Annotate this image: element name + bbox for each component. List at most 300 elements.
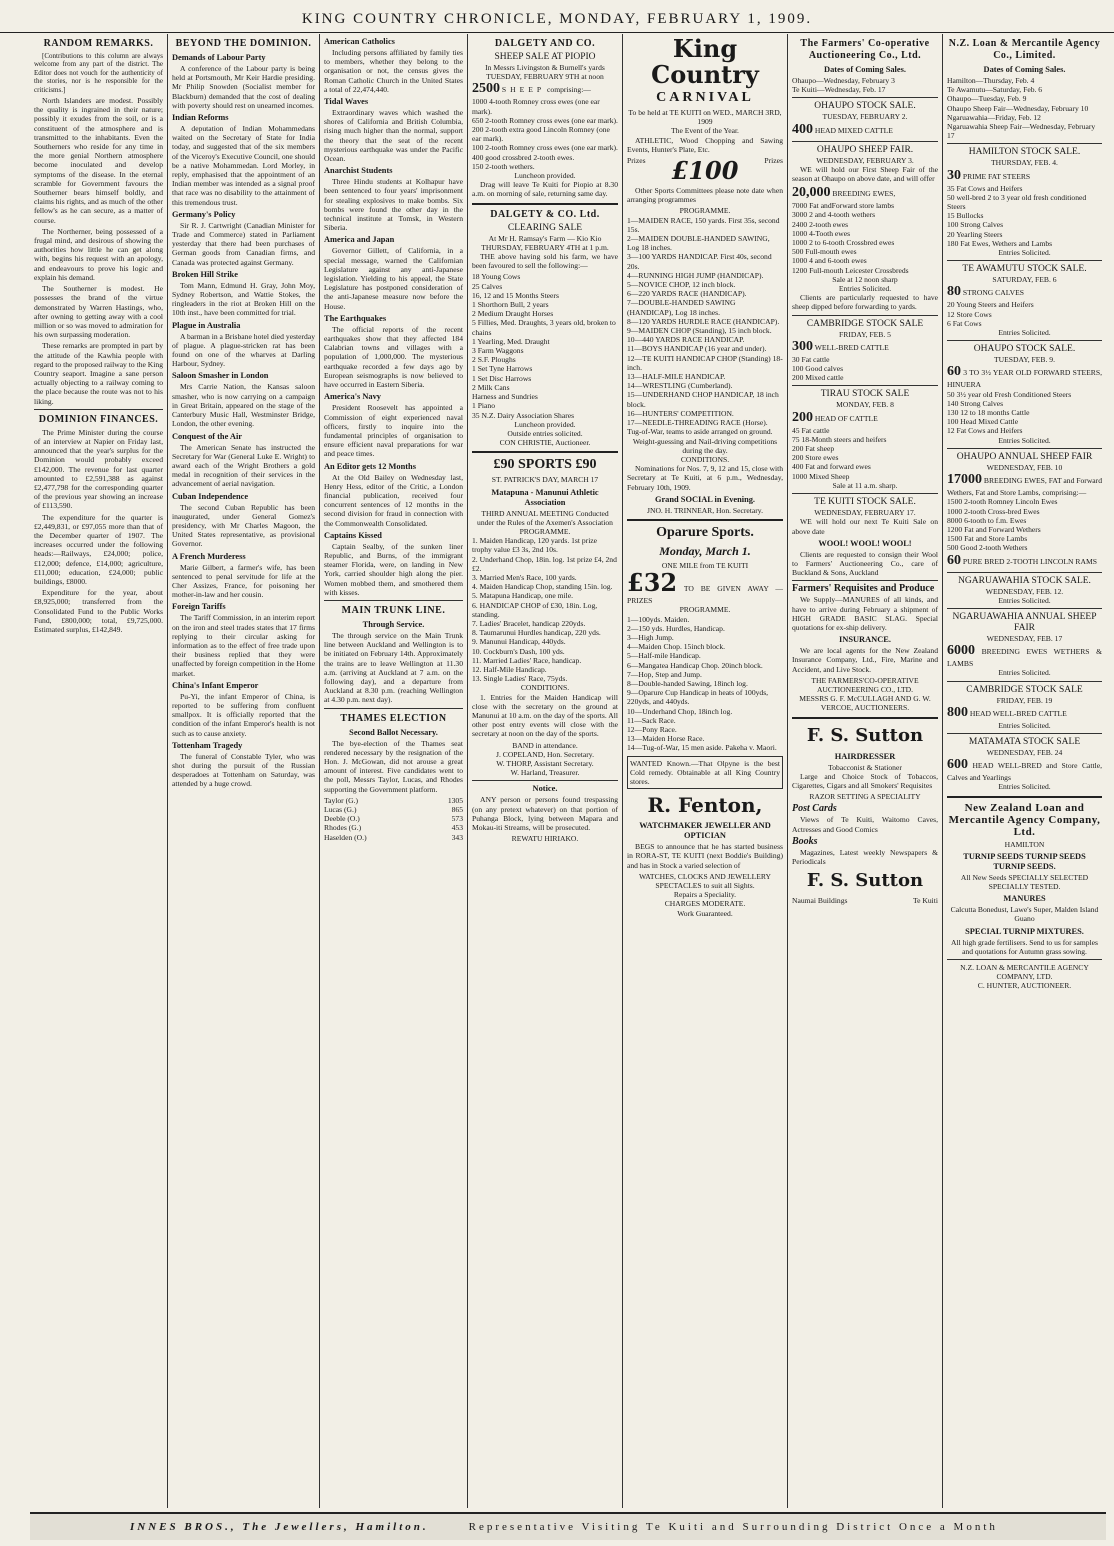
news-heading: Demands of Labour Party (172, 53, 266, 62)
masthead: KING COUNTRY CHRONICLE, MONDAY, FEBRUARY 1, 1909. (0, 6, 1114, 33)
nz-loan-title: N.Z. Loan & Mercantile Agency Co., Limited. (948, 38, 1101, 61)
sale-day: FRIDAY, FEB. 19 (996, 695, 1053, 705)
sale-text: WE will hold our next Te Kuiti Sale on above date (792, 517, 938, 536)
fenton-work: Work Guaranteed. (677, 908, 733, 918)
oparure-title: Oparure Sports. (656, 524, 754, 540)
sale-day: TUESDAY, FEBRUARY 2. (822, 112, 908, 122)
news-text: Including persons affiliated by family ties to members, whether they belong to the organisation or not, the census gives the Roman Catholic Church in the United States a total of 22,474,440. (324, 48, 463, 94)
footer-brand: INNES BROS., The Jewellers, Hamilton. (130, 1521, 429, 1533)
news-text: Marie Gilbert, a farmer's wife, has been sentenced to penal servitude for life at the Cher Assizes, France, for poisoning her mother-in-law and her cousin. (172, 562, 315, 600)
clearing-item: 16, 12 and 15 Months Steers (472, 290, 559, 300)
event-item: 12. Half-Mile Handicap. (472, 664, 547, 674)
stock-item: 1000 2 to 6-tooth Crossbred ewes (792, 238, 895, 248)
event-item: 9—MAIDEN CHOP (Standing), 15 inch block. (627, 326, 772, 336)
sheep-item: 400 good crossbred 2-tooth ewes. (472, 152, 575, 162)
stock-item: 12 Store Cows (947, 309, 992, 319)
event-item: 11—BOYS HANDICAP (16 year and under). (627, 344, 767, 354)
beyond-dominion-title: BEYOND THE DOMINION. (175, 38, 312, 49)
event-item: 9. Manunui Handicap, 440yds. (472, 637, 566, 647)
sale-count-row (947, 284, 1102, 300)
dominion-finances-title: DOMINION FINANCES. (38, 413, 159, 425)
sale-title: OHAUPO STOCK SALE. (814, 101, 916, 112)
sale-what: STRONG CALVES (962, 288, 1025, 298)
prizes-label: Prizes (627, 156, 646, 166)
razor-setting: RAZOR SETTING A SPECIALITY (809, 792, 921, 802)
books-text: Magazines, Latest weekly Newspapers & Periodicals (792, 847, 938, 866)
event-item: 6—220 YARDS RACE (HANDICAP). (627, 289, 747, 299)
programme-heading: PROGRAMME. (679, 605, 731, 615)
event-item: 7—DOUBLE-HANDED SAWING (HANDICAP), Log 18 inches. (627, 298, 736, 317)
sale-count-row (947, 757, 1102, 782)
news-heading: Tottenham Tragedy (172, 740, 243, 750)
clearing-item: 18 Young Cows (472, 272, 521, 282)
stock-item: 130 12 to 18 months Cattle (947, 408, 1030, 418)
sale-count-row (947, 643, 1102, 668)
column-carnival (623, 34, 788, 1508)
sale-count: 17000 (947, 472, 982, 488)
programme-heading: PROGRAMME. (519, 526, 571, 536)
conditions-text: 1. Entries for the Maiden Handicap will close with the secretary on the ground at Manunui at 10 a.m. on the day of the sports. All other post entry events will close with the secretary at noon on the day of the sports. (472, 692, 618, 739)
sale-title: TE AWAMUTU STOCK SALE. (962, 264, 1087, 275)
news-heading: Indian Reforms (172, 113, 229, 123)
post-cards: Post Cards (792, 803, 837, 815)
sale-what: BREEDING EWES, FAT and Forward Wethers, Fat and Store Lambs, comprising:— (947, 476, 1103, 498)
fenton-repairs: Repairs a Speciality. (673, 890, 737, 900)
event-item: 17—NEEDLE-THREADING RACE (Horse). (627, 418, 768, 428)
news-heading: Anarchist Students (324, 166, 393, 176)
news-heading: America and Japan (324, 235, 395, 245)
sale-time: Sale at 11 a.m. sharp. (832, 480, 898, 490)
coop-auctioneers: MESSRS G. F. McCULLAGH AND G. W. VERCOE, AUCTIONEERS. (799, 694, 931, 713)
requisites-text: We Supply—MANURES of all kinds, and have to arrive during February a shipment of HIGH GRADE BASIC SLAG. Special quotations for ex-ship delivery. (792, 595, 938, 632)
sale-what: PRIME FAT STEERS (962, 171, 1031, 181)
poll-row: Rhodes (G.) 453 (324, 823, 463, 833)
sale-day: MONDAY, FEB. 8 (836, 400, 894, 410)
event-item: 5—Half-mile Handicap. (627, 651, 701, 661)
columns (30, 34, 1106, 1508)
sutton-text: Large and Choice Stock of Tobaccos, Cigarettes, Cigars and all Smokers' Requisites (792, 771, 938, 790)
luncheon: Luncheon provided. (514, 419, 576, 429)
oparure-prize: £32 (627, 568, 678, 598)
stock-item: 1200 Full-mouth Leicester Crossbreds (792, 265, 909, 275)
column-random-remarks (30, 34, 168, 1508)
wool-text: Clients are requested to consign their Wool to Farmers' Auctioneering Co., care of Buckland & Sons, Auckland (792, 549, 938, 578)
main-trunk-title: MAIN TRUNK LINE. (341, 604, 446, 616)
stock-item: 7000 Fat andForward store lambs (792, 201, 895, 211)
sale-title: OHAUPO STOCK SALE. (973, 344, 1076, 355)
stock-item: 1000 4-Tooth ewes (792, 228, 851, 238)
manures-heading: MANURES (1003, 894, 1046, 904)
news-text: A deputation of Indian Mohammedans waited on the Secretary of State for India today, and suggested that of the six members of the Viceroy's Executive Council, one should be a native Mohammedan. Lord Morley, in reply, emphasised that the appointment of an Indian member was intended as a signal proof that race was no disability to the attainment of this tremendous trust. (172, 124, 315, 207)
sheep-sale: SHEEP SALE AT PIOPIO (494, 52, 596, 62)
outside-entries: Outside entries solicited. (507, 428, 583, 438)
sale-location: In Messrs Livingston & Burnell's yards (485, 63, 605, 72)
programme-heading: PROGRAMME. (679, 206, 731, 216)
sale-day: WEDNESDAY, FEB. 17 (986, 633, 1063, 643)
stock-item: 3000 2 and 4-tooth wethers (792, 210, 876, 220)
stock-item: 200 Mixed cattle (792, 373, 844, 383)
clearing-item: 1 Yearling, Med. Draught (472, 336, 550, 346)
sutton-title-2: F. S. Sutton (806, 870, 924, 892)
random-remarks-title: RANDOM REMARKS. (43, 38, 154, 49)
event-item: 1—MAIDEN RACE, 150 yards. First 35s, second 15s. (627, 215, 780, 234)
athletic-association: Matapuna - Manunui Athletic Association (491, 487, 599, 507)
stock-item: 75 18-Month steers and heifers (792, 434, 887, 444)
news-text: Sir R. J. Cartwright (Canadian Minister for Trade and Commerce) stated in Parliament yesterday that there had been purchases of German goods from Canadian firms, and Canada was protected against Germany. (172, 220, 315, 267)
clearing-item: Harness and Sundries (472, 392, 538, 402)
drag-notice: Drag will leave Te Kuiti for Piopio at 8.30 a.m. on morning of sale, returning same day. (472, 180, 618, 199)
news-text: Captain Sealby, of the sunken liner Republic, and Burns, of the immigrant steamer Florida, were, on landing in New York, carried shoulder high along the pier. Women mobbed them, and smothered them with kisses. (324, 541, 463, 597)
news-heading: Broken Hill Strike (172, 269, 238, 279)
coop-footer: THE FARMERS'CO-OPERATIVE AUCTIONEERING CO., LTD. (811, 675, 919, 694)
poll-row: Lucas (G.) 865 (324, 805, 463, 814)
sale-count: 600 (947, 757, 968, 773)
event-item: 6. HANDICAP CHOP of £30, 18in. Log, standing. (472, 600, 598, 619)
sale-date: Hamilton—Thursday, Feb. 4 (947, 76, 1035, 85)
main-trunk-sub: Through Service. (362, 619, 425, 629)
paragraph: The Northerner, being possessed of a frugal mind, and desirous of showing the authorities how little he can get along with, begins his request with an apology, and endeavours to prove his logic and explain his demand. (34, 226, 163, 282)
notice-signature: REWATU HIRIAKO. (511, 834, 579, 844)
dates-heading: Dates of Coming Sales. (824, 65, 906, 74)
dates-heading: Dates of Coming Sales. (983, 65, 1066, 74)
entries-solicited: Entries Solicited. (998, 782, 1051, 792)
news-text: At the Old Bailey on Wednesday last, Henry Hess, editor of the Critic, a London financial publication, received four concurrent sentences of 12 months in the second division for fraud in connection with the Commonwealth Consolidated. (324, 472, 463, 528)
paragraph: The expenditure for the quarter is £2,449,831, or £97,055 more than that of the December quarter of 1907. The increases occurred under the following heads:—Railways, £24,000; police, £12,000; defence, £14,000; agriculture, £11,000; education, £24,000; public buildings, £8000. (34, 512, 163, 586)
sale-what: WELL-BRED CATTLE (814, 342, 889, 352)
clearing-item: 1 Set Disc Harrows (472, 373, 532, 383)
sale-count: 30 (947, 167, 961, 183)
farmers-coop-title: The Farmers' Co-operative Auctioneering Co., Ltd. (800, 38, 930, 61)
stock-item: 1000 Mixed Sheep (792, 471, 850, 481)
paragraph: Expenditure for the year, about £8,925,000; transferred from the Consolidated Fund to the Public Works Fund, £800,000; total, £9,725,000. Estimated surplus, £142,849. (34, 588, 163, 634)
sale-count: 60 (947, 364, 961, 380)
fenton-text: BEGS to announce that he has started business in RORA-ST, TE KUITI (next Boddie's Building) and has in Stock a varied selection of (627, 842, 783, 870)
other-committees: Other Sports Committees please note date when arranging programmes (627, 186, 783, 205)
turnip-seeds: TURNIP SEEDS TURNIP SEEDS TURNIP SEEDS. (963, 851, 1086, 871)
fenton-stock: WATCHES, CLOCKS AND JEWELLERY (638, 871, 772, 881)
paragraph: The Prime Minister during the course of an interview at Napier on Friday last, announced that the year's surplus for the Dominion would probably exceed £142,000. The revenue for last quarter amounted to £2,591,388 as against £2,477,798 for the corresponding quarter of the previous year showing an increase of £113,590. (34, 427, 163, 511)
sale-date: Ohaupo—Tuesday, Feb. 9 (947, 94, 1027, 104)
stock-item: 200 Store ewes (792, 453, 839, 463)
news-heading: The Earthquakes (324, 313, 387, 323)
weight-guessing: Weight-guessing and Nail-driving competitions during the day. (632, 436, 778, 455)
news-text: The bye-election of the Thames seat rendered necessary by the resignation of the Hon. J. McGowan, did not arouse a great amount of interest. Five candidates went to the poll, Messrs Taylor, Lucas, and Rhodes supporting the Government platform. (324, 738, 463, 794)
sale-what: BREEDING EWES WETHERS & LAMBS (947, 647, 1102, 669)
sale-title: TE KUITI STOCK SALE. (814, 497, 916, 508)
news-text: The second Cuban Republic has been inaugurated, under General Gomez's presidency, with Mr Charles Magoon, the United States representative, as provisional Governor. (172, 502, 315, 549)
entries-solicited: Entries Solicited. (998, 595, 1051, 605)
clearing-sale: CLEARING SALE (507, 222, 583, 233)
sports-date: ST. PATRICK'S DAY, MARCH 17 (491, 475, 599, 485)
news-heading: American Catholics (324, 37, 395, 46)
books: Books (792, 835, 818, 847)
event-item: 5—NOVICE CHOP, 12 inch block. (627, 280, 736, 290)
conditions-text: Nominations for Nos. 7, 9, 12 and 15, close with Secretary at Te Kuiti, at 6 p.m., Wednesday, February 10th, 1909. (627, 464, 783, 492)
stock-item: 100 Strong Calves (947, 220, 1004, 230)
stock-item: 35 Fat Cows and Heifers (947, 183, 1023, 193)
sheep-item: 200 2-tooth extra good Lincoln Romney (one ear mark). (472, 125, 610, 144)
stock-item: 2400 2-tooth ewes (792, 219, 849, 229)
sale-count-row (947, 553, 1102, 569)
clearing-item: 35 N.Z. Dairy Association Shares (472, 410, 575, 420)
event-item: 16—HUNTERS' COMPETITION. (627, 408, 734, 418)
seeds-text: All New Seeds SPECIALLY SELECTED SPECIALLY TESTED. (960, 872, 1089, 891)
secretary: JNO. H. TRINNEAR, Hon. Secretary. (647, 505, 763, 515)
news-text: The Tariff Commission, in an interim report on the iron and steel trades states that 17 firms replying to their circular asking for information as to the effect of free trade upon their business replied that they were unaffected by foreign competition in the Home market. (172, 613, 315, 678)
event-item: 9—Oparure Cup Handicap in heats of 100yds, 220yds, and 440yds. (627, 688, 769, 707)
news-heading: A French Murderess (172, 551, 246, 561)
sale-day: THURSDAY, FEB. 4. (991, 158, 1058, 168)
nzl-city: HAMILTON (1004, 839, 1045, 849)
event-item: 8—120 YARDS HURDLE RACE (HANDICAP). (627, 316, 780, 326)
entries-solicited: Entries Solicited. (998, 720, 1051, 730)
sale-count: 400 (792, 121, 813, 137)
sale-title: OHAUPO SHEEP FAIR. (816, 144, 914, 155)
sutton-trade2: Tobacconist & Stationer (828, 762, 902, 772)
oparure-prize-text: TO BE GIVEN AWAY — PRIZES (627, 584, 783, 606)
stock-item: 1500 2-tooth Romney Lincoln Ewes (947, 497, 1058, 507)
news-text: Pu-Yi, the infant Emperor of China, is reported to be suffering from confluent smallpox. It is officially reported that the condition of the infant Emperor's health is not such as to cause anxiety. (172, 691, 315, 738)
notice-text: ANY person or persons found trespassing (on any pretext whatever) on that portion of Puhanga Block, lying between Mapara and Mokau-iti Streams, will be prosecuted. (472, 795, 618, 833)
sale-date: Ngaruawahia Sheep Fair—Wednesday, February 17 (947, 122, 1096, 141)
event-item: 7—Hop, Step and Jump. (627, 669, 702, 679)
sale-count-row (947, 168, 1102, 184)
luncheon: Luncheon provided. (514, 171, 576, 181)
poll-row: Taylor (G.) 1305 (324, 795, 463, 805)
insurance-text: We are local agents for the New Zealand Insurance Company, Ltd., Fire, Marine and Accident, and Live Stock. (792, 646, 938, 674)
poll-results (324, 796, 463, 842)
news-text: Mrs Carrie Nation, the Kansas saloon smasher, who is now carrying on a campaign in Great Britain, appeared on the stage of the Canterbury Music Hall, Westminster Bridge, London, the other evening. (172, 382, 315, 429)
event-item: 4—RUNNING HIGH JUMP (HANDICAP). (627, 270, 764, 280)
stock-item: 8000 6-tooth to f.m. Ewes (947, 515, 1027, 525)
stock-item: 180 Fat Ewes, Wethers and Lambs (947, 238, 1053, 248)
news-heading: Plague in Australia (172, 320, 241, 330)
event-item: 8. Taumarunui Hurdles handicap, 220 yds. (472, 628, 601, 638)
event-item: 13. Single Ladies' Race, 75yds. (472, 674, 568, 684)
stock-item: 100 Head Mixed Cattle (947, 417, 1019, 427)
sutton-title: F. S. Sutton (806, 724, 924, 746)
sale-title: CAMBRIDGE STOCK SALE (966, 684, 1083, 695)
insurance-heading: INSURANCE. (839, 635, 891, 645)
clearing-item: 1 Shorthorn Bull, 2 years (472, 300, 549, 310)
footer-banner (30, 1512, 1106, 1540)
stock-item: 30 Fat cattle (792, 354, 830, 364)
fenton-title: R. Fenton, (647, 793, 763, 818)
sale-count: 20,000 (792, 185, 831, 201)
poll-row: Haselden (O.) 343 (324, 832, 463, 842)
clearing-location: At Mr H. Ramsay's Farm — Kio Kio (488, 233, 602, 243)
event-item: 6—Mangatea Handicap Chop. 20inch block. (627, 660, 763, 670)
sale-date: Ohaupo—Wednesday, February 3 (792, 76, 895, 85)
stock-item: 1000 4 and 6-tooth ewes (792, 256, 867, 266)
nzl-footer: N.Z. LOAN & MERCANTILE AGENCY COMPANY, LTD. (960, 962, 1089, 982)
event-item: 2—150 yds. Hurdles, Handicap. (627, 623, 725, 633)
carnival-sub: CARNIVAL (656, 90, 754, 105)
thames-title: THAMES ELECTION (340, 712, 447, 724)
stock-item: 400 Fat and forward ewes (792, 462, 871, 472)
news-text: President Roosevelt has appointed a Commission of eight experienced naval officers, firstly to inquire into the fundamental principles of organisation to ensure efficient naval preparations for war and peace times. (324, 403, 463, 459)
sheep-item: 100 2-tooth Romney cross ewes (one ear mark). (472, 143, 618, 153)
wool-heading: WOOL! WOOL! WOOL! (818, 538, 912, 548)
post-cards-text: Views of Te Kuiti, Waitomo Caves, Actresses and Good Comics (792, 815, 938, 834)
sale-date: Te Kuiti—Wednesday, Feb. 17 (792, 85, 886, 95)
auctioneer: CON CHRISTIE, Auctioneer. (499, 438, 591, 448)
news-heading: Cuban Independence (172, 491, 249, 501)
news-text: Governor Gillett, of California, in a special message, warned the Californian Legislature against any anti-Japanese legislation. Yielding to his appeal, the State Legislature has postponed consideration of the anti-Japanese measure now before the House. (324, 246, 463, 311)
news-heading: Saloon Smasher in London (172, 371, 269, 381)
sale-day: TUESDAY, FEB. 9. (994, 355, 1055, 365)
news-heading: China's Infant Emperor (172, 680, 259, 690)
sale-what: HEAD WELL-BRED CATTLE (969, 708, 1067, 718)
carnival-event: The Event of the Year. (671, 126, 739, 136)
dalgety-ltd-title: DALGETY & CO. Ltd. (490, 208, 600, 220)
event-item: 4. Maiden Handicap Chop, standing 15in. log. (472, 582, 613, 592)
sale-what: HEAD WELL-BRED and Store Cattle, Calves and Yearlings (947, 761, 1102, 783)
news-text: Three Hindu students at Kolhapur have been sentenced to four years' imprisonment for stealing explosives to make bombs. Six bombs were found the other day in the technical institute at Tomsk, in Western Siberia. (324, 177, 463, 233)
event-item: 7. Ladies' Bracelet, handicap 220yds. (472, 618, 586, 628)
event-item: 12—TE KUITI HANDICAP CHOP (Standing) 18-inch. (627, 353, 783, 372)
sports-title: £90 SPORTS £90 (493, 457, 597, 473)
news-text: A barman in a Brisbane hotel died yesterday of plague. A plague-stricken rat has been found on one of the wharves at Darling Harbour, Sydney. (172, 331, 315, 369)
event-item: 10—Underhand Chop, 18inch log. (627, 706, 733, 716)
entries-solicited: Entries Solicited. (998, 668, 1051, 678)
event-item: 11—Sack Race. (627, 715, 676, 725)
sheep-comprising: comprising:— (547, 85, 591, 95)
thames-sub: Second Ballot Necessary. (349, 727, 438, 737)
event-item: 8—Double-handed Sawing, 18inch log. (627, 678, 748, 688)
sale-count: 6000 (947, 643, 975, 659)
sheep-item: 650 2-tooth Romney cross ewes (one ear mark). (472, 115, 618, 125)
grand-social: Grand SOCIAL in Evening. (654, 494, 756, 504)
event-item: 12—Pony Race. (627, 724, 677, 734)
sale-day: FRIDAY, FEB. 5 (839, 329, 891, 339)
entries-solicited: Entries Solicited. (998, 328, 1051, 338)
sale-what: HEAD MIXED CATTLE (814, 125, 893, 135)
paragraph: These remarks are prompted in part by the attitude of the Kawhia people with regard to the proposed railway to the King Country seaport. Imagine a sane person actually objecting to a railway coming to the place because the route was not to his liking. (34, 341, 163, 406)
sale-date: Te Awamutu—Saturday, Feb. 6 (947, 85, 1043, 95)
stock-item: 100 Good calves (792, 364, 844, 374)
event-item: 15—UNDERHAND CHOP HANDICAP, 18 inch block. (627, 390, 779, 409)
sheep-count: 2500 (472, 81, 500, 97)
paragraph: The Southerner is modest. He possesses the brand of the virtue demonstrated by Warren Hastings, who, after owning to getting away with a cool million or so was moved to admiration for his own surpassing moderation. (34, 284, 163, 340)
requisites-heading: Farmers' Requisites and Produce (792, 583, 935, 595)
band-notice: BAND in attendance. (512, 740, 578, 750)
stock-item: 500 Full-mouth ewes (792, 247, 857, 257)
nzl-auctioneer: C. HUNTER, AUCTIONEER. (977, 981, 1072, 991)
clearing-item: 1 Set Tyne Harrows (472, 364, 533, 374)
clearing-item: 5 Fillies, Med. Draughts, 3 years old, broken to chains (472, 318, 616, 337)
news-heading: Tidal Waves (324, 97, 369, 107)
event-item: 5. Matapuna Handicap, one mile. (472, 591, 574, 601)
sale-count: 300 (792, 338, 813, 354)
sale-date: Ohaupo Sheep Fair—Wednesday, February 10 (947, 103, 1089, 113)
signatory: W. Harland, Treasurer. (510, 768, 580, 778)
prizes-label: Prizes (764, 156, 783, 166)
sheep-item: 150 2-tooth wethers. (472, 161, 535, 171)
event-item: 1—100yds. Maiden. (627, 614, 690, 624)
entries-solicited: Entries Solicited. (998, 435, 1051, 445)
prizes-amount: £100 (671, 156, 739, 186)
stock-item: 20 Young Steers and Heifers (947, 300, 1034, 310)
news-text: The official reports of the recent earthquakes show that they affected 184 Calabrian towns and villages with a population of 1,000,000. The mysterious earthquake recorded a few days ago by European seismographs is now believed to have occurred in Eastern Siberia. (324, 324, 463, 390)
event-item: 14—Tug-of-War, 15 men aside. Pakeha v. Maori. (627, 743, 777, 753)
news-text: The through service on the Main Trunk line between Auckland and Wellington is to be initiated on February 14th. Approximately the trains are to leave Wellington at 11.30 a.m. (arriving at Auckland at 7 a.m. on the following day), and a departure from Auckland at 8.30 p.m. (reaching Wellington at 4.30 p.m. next day). (324, 630, 463, 705)
carnival-text: ATHLETIC, Wood Chopping and Sawing Events, Hunter's Plate, Etc. (627, 135, 783, 154)
news-heading: An Editor gets 12 Months (324, 461, 416, 471)
clearing-date: THURSDAY, FEBRUARY 4TH at 1 p.m. (481, 242, 609, 252)
news-heading: Germany's Policy (172, 209, 236, 219)
event-item: 3. Married Men's Race, 100 yards. (472, 572, 577, 582)
sale-day: WEDNESDAY, FEB. 10 (986, 462, 1063, 472)
stock-item: 12 Fat Cows and Heifers (947, 426, 1023, 436)
event-item: 3—100 YARDS HANDICAP. First 40s, second 20s. (627, 252, 772, 271)
sheep-item: 1000 4-tooth Romney cross ewes (one ear mark). (472, 97, 600, 116)
notice-heading: Notice. (532, 784, 558, 794)
sale-count-row (792, 410, 938, 426)
sale-day: WEDNESDAY, FEBRUARY 17. (814, 508, 916, 518)
oparure-prize-row (627, 570, 783, 605)
conditions-heading: CONDITIONS. (680, 454, 730, 464)
news-text: The American Senate has instructed the Secretary for War (General Luke E. Wright) to award each of the Wright Brothers a gold medal in recognition of their services in the advancement of aerial navigation. (172, 442, 315, 489)
event-item: 1. Maiden Handicap, 120 yards. 1st prize trophy value £3 3s, 2nd 10s. (472, 536, 598, 555)
event-item: 2. Underhand Chop, 18in. log. 1st prize £4, 2nd £2. (472, 554, 617, 573)
sale-title: TIRAU STOCK SALE (820, 389, 910, 400)
sale-title: MATAMATA STOCK SALE (968, 736, 1081, 747)
sale-title: HAMILTON STOCK SALE. (968, 147, 1081, 158)
dalgety-title: DALGETY AND CO. (494, 38, 596, 49)
intro-note: [Contributions to this column are always welcome from any part of the district. The Editor does not vouch for the authenticity of the stories, nor is he responsible for the criticisms.] (34, 52, 163, 94)
event-item: 3—High Jump. (627, 632, 674, 642)
annual-meeting: THIRD ANNUAL MEETING Conducted under the Rules of the Axemen's Association (477, 508, 613, 527)
clearing-item: 2 Medium Draught Horses (472, 309, 554, 319)
event-item: 11. Married Ladies' Race, handicap. (472, 655, 582, 665)
event-item: 13—HALF-MILE HANDICAP. (627, 372, 726, 382)
sale-title: OHAUPO ANNUAL SHEEP FAIR (956, 451, 1093, 462)
sale-what: PURE BRED 2-TOOTH LINCOLN RAMS (962, 556, 1097, 566)
event-item: 10. Cockburn's Dash, 100 yds. (472, 646, 565, 656)
event-item: 2—MAIDEN DOUBLE-HANDED SAWING, Log 18 inches. (627, 234, 770, 253)
stock-item: 1500 Fat and Store Lambs (947, 534, 1028, 544)
column-american-news (320, 34, 468, 1508)
news-text: Tom Mann, Edmund H. Gray, John Moy, Sydney Robertson, and Wattie Stokes, the ringleaders in the riot at Broken Hill on the 10th inst., have been committed for trial. (172, 280, 315, 318)
clearing-item: 2 Milk Cans (472, 382, 510, 392)
sale-day: WEDNESDAY, FEBRUARY 3. (816, 155, 914, 165)
clearing-item: 1 Piano (472, 401, 495, 411)
wanted-ad: WANTED Known.—That Olpyne is the best Cold remedy. Obtainable at all King Country stores. (627, 756, 783, 790)
sale-date: TUESDAY, FEBRUARY 9TH at noon (486, 72, 604, 82)
column-farmers-coop (788, 34, 943, 1508)
oparure-location: ONE MILE from TE KUITI (661, 560, 749, 570)
signatory: J. COPELAND, Hon. Secretary. (496, 749, 594, 759)
nzl-title: New Zealand Loan and Mercantile Agency Company, Ltd. (948, 801, 1101, 838)
sale-what: HEAD OF CATTLE (814, 413, 878, 423)
sale-count: 60 (947, 552, 961, 568)
news-heading: Foreign Tariffs (172, 602, 226, 612)
stock-item: 50 well-bred 2 to 3 year old fresh conditioned Steers (947, 192, 1087, 212)
sale-date: Ngaruawahia—Friday, Feb. 12 (947, 112, 1041, 122)
sutton-trade: HAIRDRESSER (834, 751, 896, 761)
clearing-item: 2 S.F. Ploughs (472, 355, 516, 365)
news-heading: America's Navy (324, 392, 381, 402)
news-heading: Captains Kissed (324, 530, 382, 540)
stock-item: 45 Fat cattle (792, 425, 830, 435)
news-text: Extraordinary waves which washed the shores of California and British Columbia, rising much higher than the normal, support the theory that the seat of the recent mysterious earthquake was under the Pacific Ocean. (324, 108, 463, 164)
stock-item: 50 3½ year old Fresh Conditioned Steers (947, 389, 1072, 399)
sale-title: NGARUAWAHIA STOCK SALE. (958, 575, 1091, 586)
fenton-spectacles: SPECTACLES to suit all Sights. (655, 881, 755, 890)
column-beyond-dominion (168, 34, 320, 1508)
conditions-heading: CONDITIONS. (520, 683, 570, 693)
